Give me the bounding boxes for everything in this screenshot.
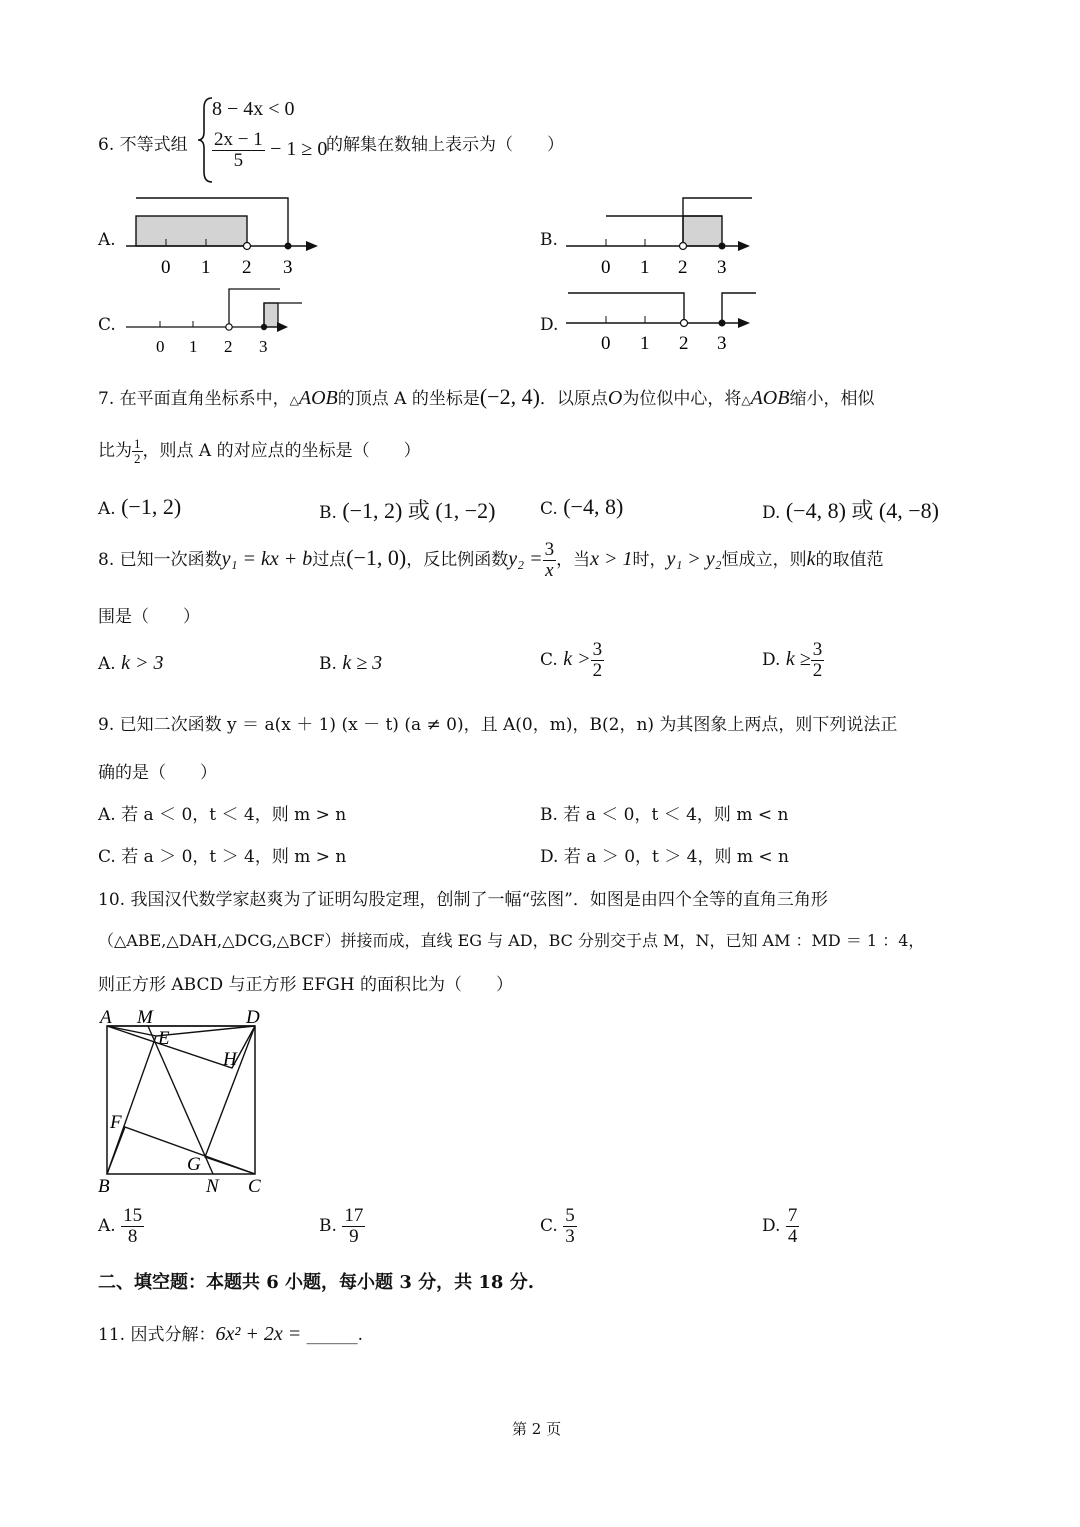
tick-2: 2 bbox=[679, 333, 689, 354]
section-heading: 二、填空题：本题共 6 小题，每小题 3 分，共 18 分. bbox=[98, 1272, 534, 1293]
label-G: G bbox=[187, 1154, 201, 1175]
q8-option-d[interactable]: D. k ≥ $\frac{3}{2}$ bbox=[762, 639, 823, 681]
q7-option-b[interactable]: B. (−1, 2) 或 (1, −2) bbox=[319, 498, 496, 523]
label-H: H bbox=[223, 1049, 237, 1070]
q6-option-c-numberline[interactable] bbox=[120, 285, 310, 360]
tick-2: 2 bbox=[224, 337, 233, 356]
q9-option-d[interactable]: D. 若 a ＞ 0，t ＞ 4，则 m < n bbox=[540, 847, 789, 867]
tick-0: 0 bbox=[601, 257, 611, 278]
label-E: E bbox=[158, 1028, 170, 1049]
q7-option-a[interactable]: A. (−1, 2) bbox=[98, 494, 182, 519]
tick-0: 0 bbox=[161, 257, 171, 278]
q8-option-c[interactable]: C. k > $\frac{3}{2}$ bbox=[540, 639, 603, 681]
q10-figure bbox=[92, 1002, 282, 1202]
q6-system-line1: 8 − 4x < 0 bbox=[212, 98, 295, 120]
q6-frac-den: 5 bbox=[233, 150, 244, 171]
q7-line1: 7. 在平面直角坐标系中，△AOB的顶点 A 的坐标是(−2, 4)．以原点O为位似中心，将△AOB缩小，相似 bbox=[98, 384, 875, 409]
q6-system-line2-rest: − 1 ≥ 0 bbox=[270, 138, 328, 160]
q6-option-a-label[interactable]: A. bbox=[98, 230, 116, 250]
q6-frac-num: 2x − 1 bbox=[214, 129, 263, 150]
q6-prefix: 6. 不等式组 bbox=[98, 135, 188, 155]
q6-suffix: 的解集在数轴上表示为（ ） bbox=[326, 135, 564, 155]
tick-3: 3 bbox=[717, 333, 727, 354]
label-D: D bbox=[246, 1007, 260, 1028]
tick-1: 1 bbox=[189, 337, 198, 356]
q11-blank[interactable]: ______ bbox=[306, 1325, 358, 1345]
tick-1: 1 bbox=[640, 333, 650, 354]
tick-3: 3 bbox=[717, 257, 727, 278]
q10-option-b[interactable]: B. $\frac{17}{9}$ bbox=[319, 1205, 364, 1247]
q7-option-d[interactable]: D. (−4, 8) 或 (4, −8) bbox=[762, 498, 939, 523]
q8-option-a[interactable]: A. k > 3 bbox=[98, 652, 164, 674]
q8-line1: 8. 已知一次函数y₁ = kx + b过点(−1, 0)，反比例函数y₂ = $\frac{3}{x}$ ，当x > 1时，y₁ > y₂恒成立，则k的取值范 bbox=[98, 539, 884, 581]
q10-line3: 则正方形 ABCD 与正方形 EFGH 的面积比为（ ） bbox=[98, 975, 513, 995]
tick-3: 3 bbox=[259, 337, 268, 356]
q10-option-a[interactable]: A. $\frac{15}{8}$ bbox=[98, 1205, 143, 1247]
tick-2: 2 bbox=[678, 257, 688, 278]
q6-option-d-numberline[interactable] bbox=[560, 283, 770, 363]
tick-2: 2 bbox=[242, 257, 252, 278]
tick-1: 1 bbox=[640, 257, 650, 278]
q10-line1: 10. 我国汉代数学家赵爽为了证明勾股定理，创制了一幅“弦图”．如图是由四个全等的直角三角形 bbox=[98, 890, 828, 910]
label-B: B bbox=[98, 1176, 110, 1197]
label-C: C bbox=[248, 1176, 261, 1197]
q6-option-c-label[interactable]: C. bbox=[98, 315, 116, 335]
q6-option-d-label[interactable]: D. bbox=[540, 315, 559, 335]
tick-3: 3 bbox=[283, 257, 293, 278]
q6-option-b-numberline[interactable] bbox=[560, 190, 770, 280]
q9-option-c[interactable]: C. 若 a ＞ 0，t ＞ 4，则 m > n bbox=[98, 847, 347, 867]
label-F: F bbox=[110, 1112, 122, 1133]
q8-option-b[interactable]: B. k ≥ 3 bbox=[319, 652, 383, 674]
tick-1: 1 bbox=[201, 257, 211, 278]
page-footer: 第 2 页 bbox=[512, 1420, 562, 1438]
label-N: N bbox=[206, 1176, 219, 1197]
q10-option-d[interactable]: D. $\frac{7}{4}$ bbox=[762, 1205, 798, 1247]
q6-option-a-numberline[interactable] bbox=[120, 190, 330, 280]
q10-option-c[interactable]: C. $\frac{5}{3}$ bbox=[540, 1205, 575, 1247]
q9-line2: 确的是（ ） bbox=[98, 763, 217, 783]
q7-line2: 比为 $\frac{1}{2}$ ，则点 A 的对应点的坐标是（ ） bbox=[98, 436, 421, 466]
q6-system-line2 bbox=[212, 130, 327, 171]
q10-line2: （△ABE,△DAH,△DCG,△BCF）拼接而成，直线 EG 与 AD，BC 分别交于点 M，N，已知 AM ：MD ＝ 1 ：4， bbox=[98, 931, 925, 950]
q7-option-c[interactable]: C. (−4, 8) bbox=[540, 494, 624, 519]
q8-line2: 围是（ ） bbox=[98, 607, 200, 627]
q11: 11. 因式分解：6x² + 2x = ______. bbox=[98, 1323, 364, 1345]
label-M: M bbox=[137, 1007, 153, 1028]
tick-0: 0 bbox=[601, 333, 611, 354]
q9-option-a[interactable]: A. 若 a ＜ 0，t ＜ 4，则 m > n bbox=[98, 805, 347, 825]
tick-0: 0 bbox=[156, 337, 165, 356]
q9-line1: 9. 已知二次函数 y ＝ a(x ＋ 1) (x － t) (a ≠ 0)，且 A(0，m)，B(2，n) 为其图象上两点，则下列说法正 bbox=[98, 715, 898, 735]
q9-option-b[interactable]: B. 若 a ＜ 0，t ＜ 4，则 m < n bbox=[540, 805, 789, 825]
label-A: A bbox=[100, 1007, 112, 1028]
q6-option-b-label[interactable]: B. bbox=[540, 230, 558, 250]
